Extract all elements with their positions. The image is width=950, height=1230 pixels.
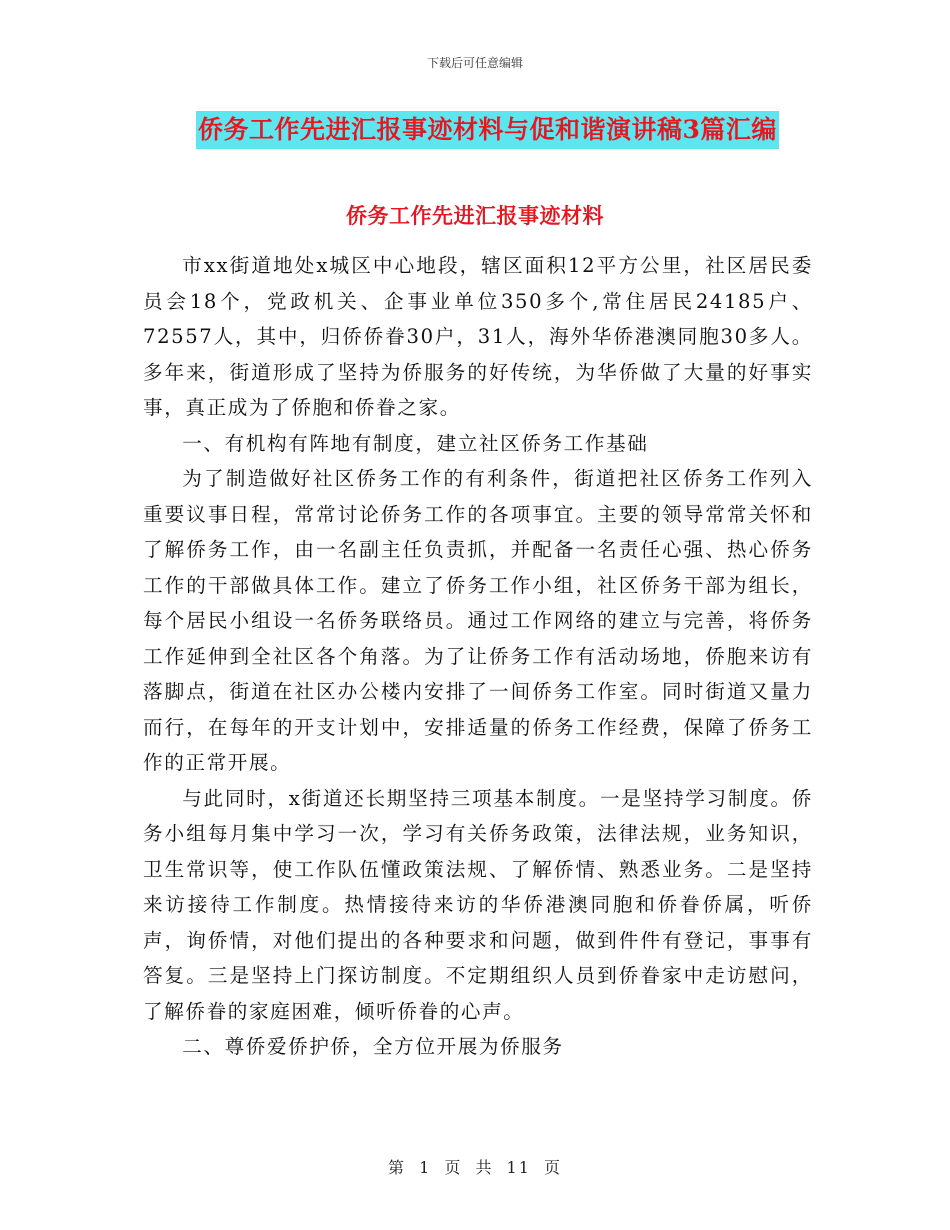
heading-one: 一、有机构有阵地有制度，建立社区侨务工作基础 bbox=[182, 431, 649, 455]
page-footer: 第 1 页 共 11 页 bbox=[388, 1158, 562, 1177]
header-note: 下载后可任意编辑 bbox=[426, 56, 523, 70]
body-text bbox=[143, 248, 813, 1065]
section-title: 侨务工作先进汇报事迹材料 bbox=[346, 203, 604, 228]
paragraph-conditions: 为了制造做好社区侨务工作的有利条件，街道把社区侨务工作列入重要议事日程，常常讨论侨务工作的各项事宜。主要的领导常常关怀和了解侨务工作，由一名副主任负责抓，并配备一名责任心强、热心侨务工作的干部做具体工作。建立了侨务工作小组，社区侨务干部为组长，每个居民小组设一名侨务联络员。通过工作网络的建立与完善，将侨务工作延伸到全社区各个角落。为了让侨务工作有活动场地，侨胞来访有落脚点，街道在社区办公楼内安排了一间侨务工作室。同时街道又量力而行，在每年的开支计划中，安排适量的侨务工作经费，保障了侨务工作的正常开展。 bbox=[143, 467, 813, 774]
paragraph-systems: 与此同时，x街道还长期坚持三项基本制度。一是坚持学习制度。侨务小组每月集中学习一次，学习有关侨务政策，法律法规，业务知识，卫生常识等，使工作队伍懂政策法规、了解侨情、熟悉业务。二是坚持来访接待工作制度。热情接待来访的华侨港澳同胞和侨眷侨属，听侨声，询侨情，对他们提出的各种要求和问题，做到件件有登记，事事有答复。三是坚持上门探访制度。不定期组织人员到侨眷家中走访慰问，了解侨眷的家庭困难，倾听侨眷的心声。 bbox=[143, 786, 813, 1023]
main-title: 侨务工作先进汇报事迹材料与促和谐演讲稿3篇汇编 bbox=[198, 115, 777, 144]
heading-two: 二、尊侨爱侨护侨，全方位开展为侨服务 bbox=[182, 1035, 564, 1058]
paragraph-intro: 市xx街道地处x城区中心地段，辖区面积12平方公里，社区居民委员会18个，党政机关、企事业单位350多个,常住居民24185户、72557人，其中，归侨侨眷30户，31人，海外华侨港澳同胞30多人。多年来，街道形成了坚持为侨服务的好传统，为华侨做了大量的好事实事，真正成为了侨胞和侨眷之家。 bbox=[143, 254, 813, 419]
main-title-highlight bbox=[196, 111, 779, 149]
